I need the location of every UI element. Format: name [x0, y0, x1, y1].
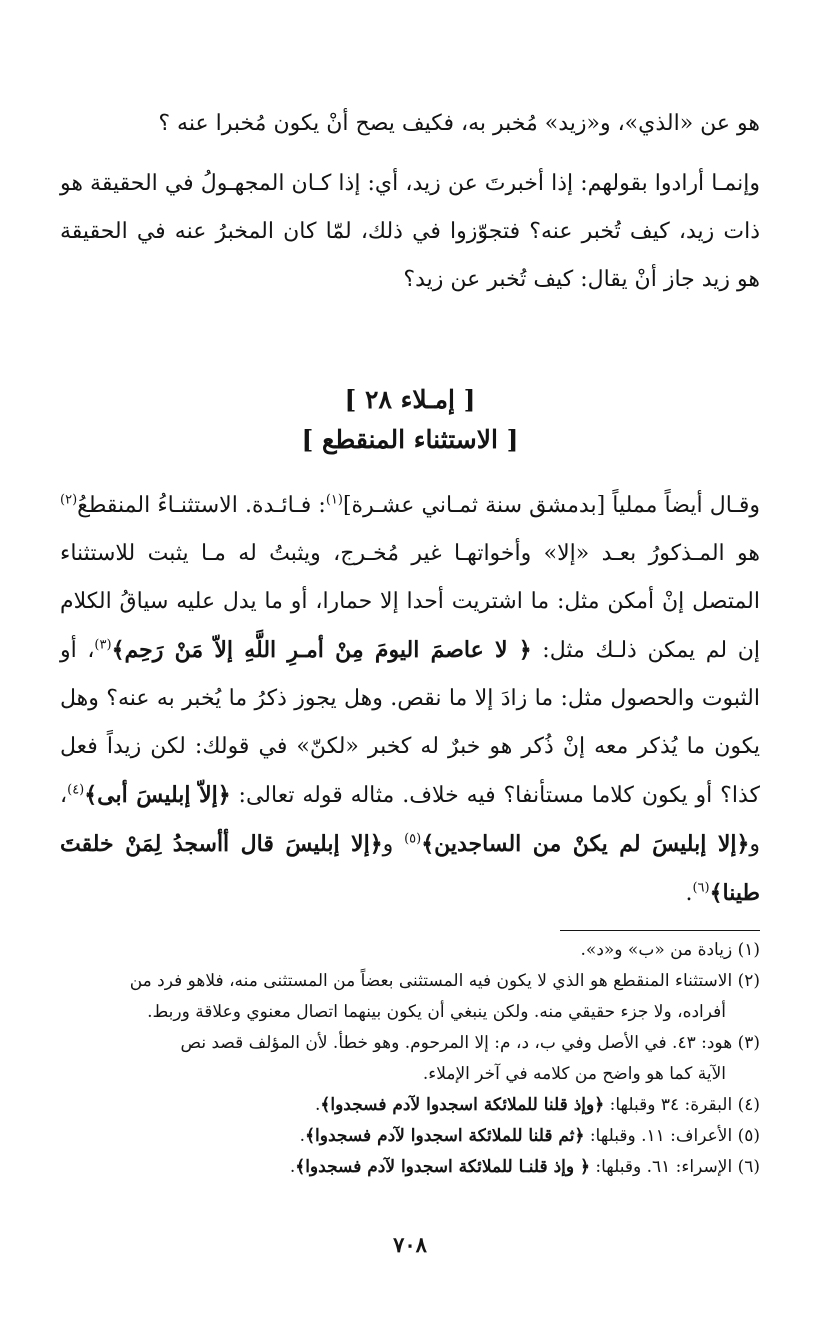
footnote-quran-quote: ﴿ وإذ قلنـا للملائكة اسجدوا لآدم فسجدوا﴾ — [295, 1157, 590, 1177]
footnote-ref: (٤) — [67, 782, 85, 798]
quran-quote: ﴿إلا إبليسَ لم يكنْ من الساجدين﴾ — [421, 831, 750, 857]
quran-quote: ﴿ لا عاصمَ اليومَ مِنْ أمـرِ اللَّهِ إلاّ مَنْ رَحِم﴾ — [111, 637, 532, 663]
page-number: ٧٠٨ — [393, 1232, 427, 1257]
footnote-5 — [60, 1121, 760, 1152]
text-segment: و — [382, 832, 405, 857]
text-segment: . — [685, 881, 693, 906]
quran-quote: ﴿إلاّ إبليسَ أبى﴾ — [84, 782, 231, 808]
intro-paragraph: وإنمـا أرادوا بقولهم: إذا أخبرتَ عن زيد، أي: إذا كـان المجهـولُ في الحقيقة هو ذات زيد، كيف تُخبر عنه؟ فتجوّزوا في ذلك، لمّا كان المخبرُ عنه في الحقيقة هو زيد جاز أنْ يقال: كيف تُخبر عن زيد؟ — [60, 171, 760, 292]
footnote-text: (٣) هود: ٤٣. في الأصل وفي ب، د، م: إلا المرحوم. وهو خطأ. لأن المؤلف قصد نص — [180, 1033, 760, 1053]
text-segment: هو المـذكورُ بعـد «إلا» وأخواتهـا غير مُخـرج، ويثبتُ له مـا يثبت للاستثناء المتصل إنْ أمكن مثل: ما اشتريت أحدا إلا حمارا، أو ما يدل عليه سياقُ الكلام إن لم يمكن ذلـك مثل: — [60, 541, 760, 663]
footnote-text: (٤) البقرة: ٣٤ وقبلها: — [604, 1095, 760, 1115]
text-segment: وقـال أيضاً مملياً [بدمشق سنة ثمـاني عشـرة] — [342, 493, 760, 518]
text-segment: ، أو الثبوت والحصول مثل: ما زادَ إلا ما نقص. وهل يجوز ذكرُ ما يُخبر به عنه؟ وهل يكون ما يُذكر معه إنْ ذُكر هو خبرٌ له كخبر «لكنّ» في قولك: لكن زيداً فعل كذا؟ أو يكون كلاما مستأنفا؟ فيه خلاف. مثاله قوله تعالى: — [60, 638, 760, 808]
footnote-ref: (٦) — [692, 880, 710, 896]
footnote-3 — [60, 1028, 760, 1090]
intro-line: هو عن «الذي»، و«زيد» مُخبر به، فكيف يصح أنْ يكون مُخبرا عنه ؟ — [158, 111, 760, 136]
footnote-quran-quote: ﴿وإذ قلنا للملائكة اسجدوا لآدم فسجدوا﴾ — [320, 1095, 605, 1115]
footnote-1: (١) زيادة من «ب» و«د». — [580, 940, 760, 960]
footnote-ref: (١) — [325, 492, 343, 508]
section-subtitle: [ الاستثناء المنقطع ] — [301, 425, 519, 454]
quran-quote: ﴿إلا إبليسَ قال أأسجدُ لِمَنْ خلقتَ طينا﴾ — [60, 831, 760, 906]
footnote-ref: (٣) — [94, 637, 112, 653]
text-segment: ، و — [60, 783, 760, 857]
footnote-6 — [60, 1152, 760, 1183]
footnote-2 — [60, 966, 760, 1028]
footnote-continuation: الآية كما هو واضح من كلامه في آخر الإملاء. — [422, 1064, 726, 1084]
footnote-text: . — [314, 1095, 321, 1115]
footnote-ref: (٢) — [60, 492, 78, 508]
main-paragraph — [60, 482, 760, 918]
footnote-ref: (٥) — [404, 831, 422, 847]
footnote-quran-quote: ﴿ثم قلنا للملائكة اسجدوا لآدم فسجدوا﴾ — [305, 1126, 585, 1146]
footnote-text: (٥) الأعراف: ١١. وقبلها: — [584, 1126, 760, 1146]
footnotes — [60, 935, 760, 1183]
dictation-title: [ إمـلاء ٢٨ ] — [344, 385, 476, 414]
footnote-text: (٢) الاستثناء المنقطع هو الذي لا يكون فيه المستثنى بعضاً من المستثنى منه، فلاهو فرد من — [129, 971, 760, 991]
footnote-divider — [560, 930, 760, 931]
footnote-text: . — [299, 1126, 306, 1146]
footnote-4 — [60, 1090, 760, 1121]
footnote-text: . — [289, 1157, 296, 1177]
footnote-text: (٦) الإسراء: ٦١. وقبلها: — [589, 1157, 760, 1177]
book-page — [60, 100, 760, 1300]
section-heading — [60, 380, 760, 460]
text-segment: : فـائـدة. الاستثنـاءُ المنقطعُ — [77, 493, 326, 518]
footnote-continuation: أفراده، ولا جزء حقيقي منه. ولكن ينبغي أن يكون بينهما اتصال معنوي وعلاقة وربط. — [147, 1002, 726, 1022]
